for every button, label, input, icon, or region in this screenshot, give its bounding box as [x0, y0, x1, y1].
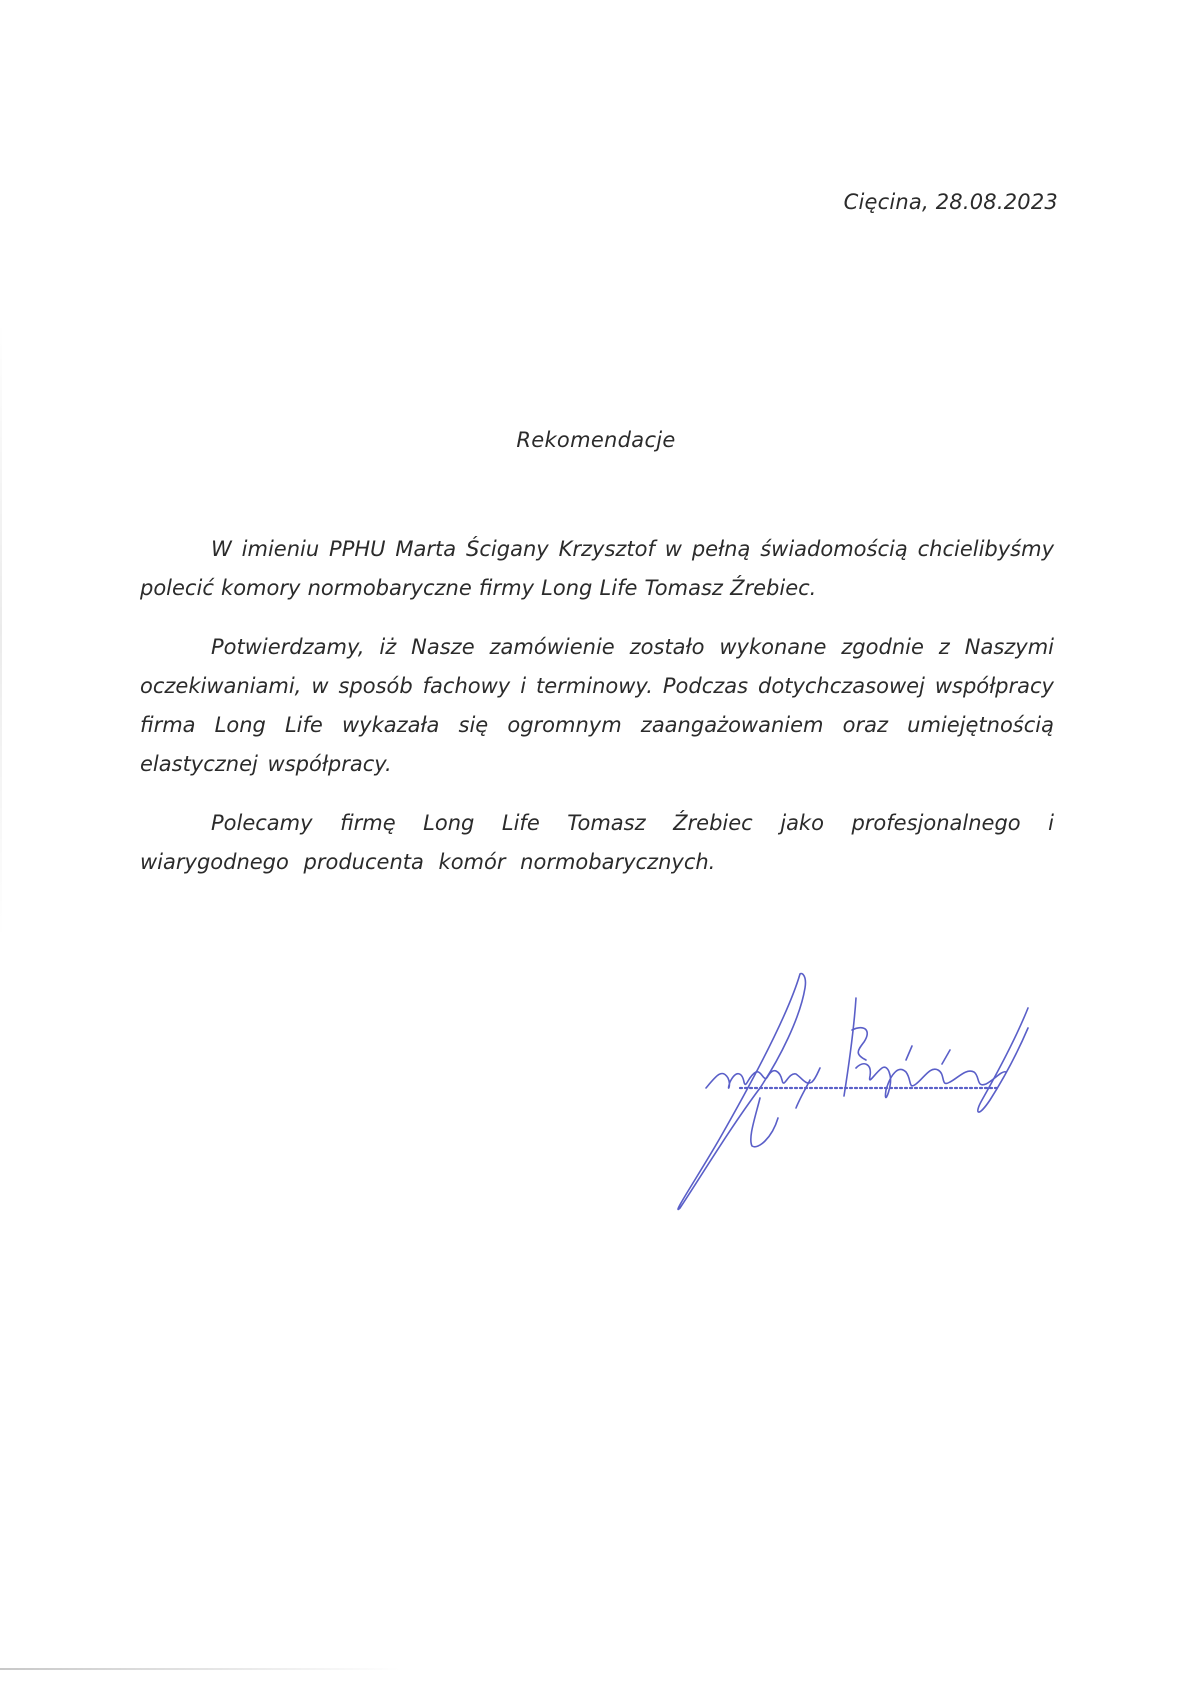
scan-bottom-edge	[0, 1668, 400, 1670]
handwritten-signature	[660, 968, 1100, 1218]
paragraph-intro: W imieniu PPHU Marta Ścigany Krzysztof w pełną świadomością chcielibyśmy polecić komory normobaryczne firmy Long Life Tomasz Źrebiec.	[140, 537, 1054, 600]
scan-edge-shadow	[0, 320, 2, 940]
place-date: Cięcina, 28.08.2023	[843, 190, 1058, 214]
paragraph-confirmation: Potwierdzamy, iż Nasze zamówienie zostało wykonane zgodnie z Naszymi oczekiwaniami, w sposób fachowy i terminowy. Podczas dotychczasowej współpracy firma Long Life wykazała się ogromnym zaangażowaniem oraz umiejętnością elastycznej współpracy.	[140, 635, 1054, 776]
paragraph-recommendation: Polecamy firmę Long Life Tomasz Źrebiec jako profesjonalnego i wiarygodnego producenta komór normobarycznych.	[140, 811, 1054, 874]
letter-title: Rekomendacje	[516, 428, 676, 452]
letter-body	[140, 530, 1054, 902]
